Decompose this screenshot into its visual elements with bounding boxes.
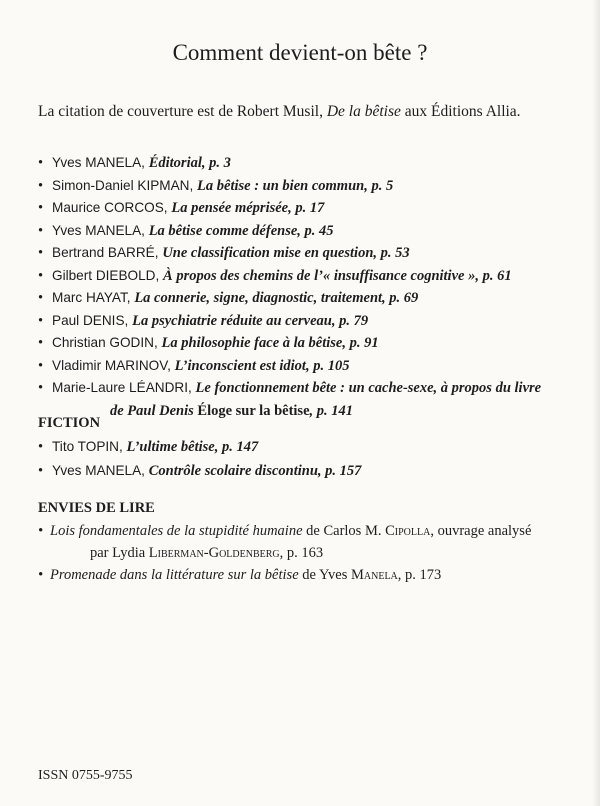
envies-list — [38, 520, 593, 586]
toc-item: • Paul DENIS, La psychiatrie réduite au cerveau, p. 79 — [38, 312, 369, 329]
envies-item-continuation: par Lydia Liberman-Goldenberg, p. 163 — [90, 545, 324, 561]
toc-item-continuation: de Paul Denis Éloge sur la bêtise, p. 141 — [110, 402, 354, 419]
table-of-contents — [38, 152, 598, 422]
toc-item: • Maurice CORCOS, La pensée méprisée, p. 17 — [38, 200, 325, 216]
fiction-heading: FICTION — [38, 415, 101, 431]
toc-item: • Yves MANELA, Éditorial, p. 3 — [38, 155, 231, 171]
toc-item: • Simon-Daniel KIPMAN, La bêtise : un bien commun, p. 5 — [38, 177, 394, 194]
toc-item: • Bertrand BARRÉ, Une classification mise en question, p. 53 — [38, 245, 410, 261]
issn: ISSN 0755-9755 — [38, 768, 133, 783]
toc-item: • Gilbert DIEBOLD, À propos des chemins de l’« insuffisance cognitive », p. 61 — [38, 267, 512, 284]
envies-item: • Promenade dans la littérature sur la bêtise de Yves Manela, p. 173 — [38, 567, 442, 583]
envies-heading: ENVIES DE LIRE — [38, 500, 155, 516]
fiction-item: • Yves MANELA, Contrôle scolaire discontinu, p. 157 — [38, 463, 362, 479]
cover-note — [38, 103, 521, 121]
toc-item: • Christian GODIN, La philosophie face à la bêtise, p. 91 — [38, 335, 379, 351]
toc-item: • Yves MANELA, La bêtise comme défense, p. 45 — [38, 222, 334, 239]
toc-item-last: • Marie-Laure LÉANDRI, Le fonctionnement bête : un cache-sexe, à propos du livre de Paul Denis Éloge sur la bêtise, p. 141 — [38, 377, 598, 422]
cover-note-publisher: aux Éditions Allia. — [400, 103, 521, 120]
toc-item: • Marc HAYAT, La connerie, signe, diagnostic, traitement, p. 69 — [38, 290, 419, 306]
toc-item: • Vladimir MARINOV, L’inconscient est idiot, p. 105 — [38, 357, 350, 374]
cover-note-work: De la bêtise — [326, 103, 401, 120]
envies-item: • Lois fondamentales de la stupidité humaine de Carlos M. Cipolla, ouvrage analysé par Lydia Liberman-Goldenberg, p. 163 — [38, 520, 593, 564]
fiction-item: • Tito TOPIN, L’ultime bêtise, p. 147 — [38, 439, 259, 455]
page-title: Comment devient-on bête ? — [172, 40, 428, 65]
fiction-list — [38, 435, 361, 483]
cover-note-text: La citation de couverture est de Robert Musil, — [38, 103, 327, 120]
